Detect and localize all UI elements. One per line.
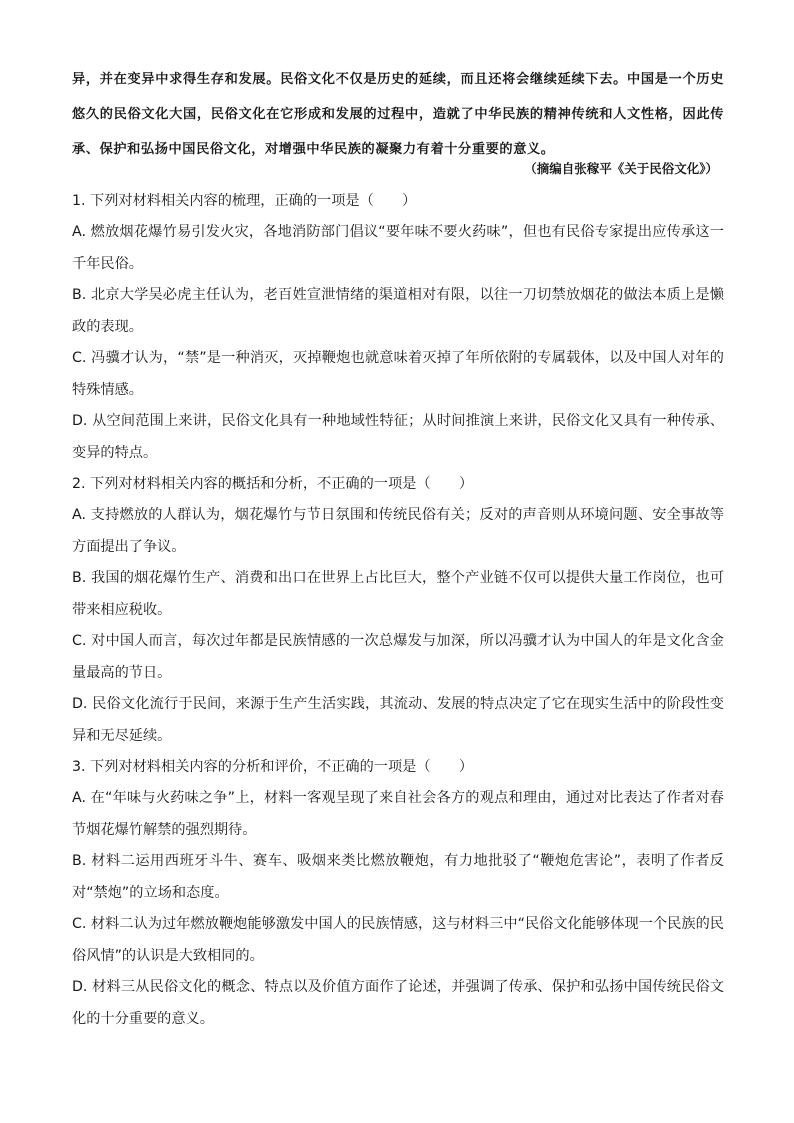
option-d: D. 民俗文化流行于民间，来源于生产生活实践，其流动、发展的特点决定了它在现实生活中的阶段性变异和无尽延续。 <box>72 696 724 744</box>
question-stem: 2. 下列对材料相关内容的概括和分析，不正确的一项是（ ） <box>72 476 474 492</box>
option-d: D. 材料三从民俗文化的概念、特点以及价值方面作了论述，并强调了传承、保护和弘扬中国传统民俗文化的十分重要的意义。 <box>72 979 724 1027</box>
option-b: B. 北京大学吴必虎主任认为，老百姓宣泄情绪的渠道相对有限，以往一刀切禁放烟花的做法本质上是懒政的表现。 <box>72 287 724 335</box>
option-a: A. 支持燃放的人群认为，烟花爆竹与节日氛围和传统民俗有关；反对的声音则从环境问题、安全事故等方面提出了争议。 <box>72 507 724 555</box>
passage-paragraph: 异，并在变异中求得生存和发展。民俗文化不仅是历史的延续，而且还将会继续延续下去。中国是一个历史悠久的民俗文化大国，民俗文化在它形成和发展的过程中，造就了中华民族的精神传统和人文性格，因此传承、保护和弘扬中国民俗文化，对增强中华民族的凝聚力有着十分重要的意义。 <box>72 72 724 157</box>
passage-source: （摘编自张稼平《关于民俗文化》） <box>524 161 718 176</box>
option-b: B. 我国的烟花爆竹生产、消费和出口在世界上占比巨大，整个产业链不仅可以提供大量工作岗位，也可带来相应税收。 <box>72 570 724 618</box>
question-1 <box>72 186 724 469</box>
question-stem: 3. 下列对材料相关内容的分析和评价，不正确的一项是（ ） <box>72 759 474 775</box>
option-b: B. 材料二运用西班牙斗牛、赛车、吸烟来类比燃放鞭炮，有力地批驳了“鞭炮危害论”，表明了作者反对“禁炮”的立场和态度。 <box>72 853 724 901</box>
question-2 <box>72 469 724 752</box>
option-a: A. 在“年味与火药味之争”上，材料一客观呈现了来自社会各方的观点和理由，通过对比表达了作者对春节烟花爆竹解禁的强烈期待。 <box>72 790 724 838</box>
option-c: C. 材料二认为过年燃放鞭炮能够激发中国人的民族情感，这与材料三中“民俗文化能够体现一个民族的民俗风情”的认识是大致相同的。 <box>72 916 724 964</box>
question-list <box>72 186 724 1035</box>
question-3 <box>72 752 724 1035</box>
question-stem: 1. 下列对材料相关内容的梳理，正确的一项是（ ） <box>72 193 417 209</box>
option-c: C. 冯骥才认为，“禁”是一种消灭，灭掉鞭炮也就意味着灭掉了年所依附的专属载体，以及中国人对年的特殊情感。 <box>72 350 724 398</box>
option-c: C. 对中国人而言，每次过年都是民族情感的一次总爆发与加深，所以冯骥才认为中国人的年是文化含金量最高的节日。 <box>72 633 724 681</box>
option-a: A. 燃放烟花爆竹易引发火灾，各地消防部门倡议“要年味不要火药味”，但也有民俗专家提出应传承这一千年民俗。 <box>72 224 724 272</box>
option-d: D. 从空间范围上来讲，民俗文化具有一种地域性特征；从时间推演上来讲，民俗文化又具有一种传承、变异的特点。 <box>72 413 724 461</box>
